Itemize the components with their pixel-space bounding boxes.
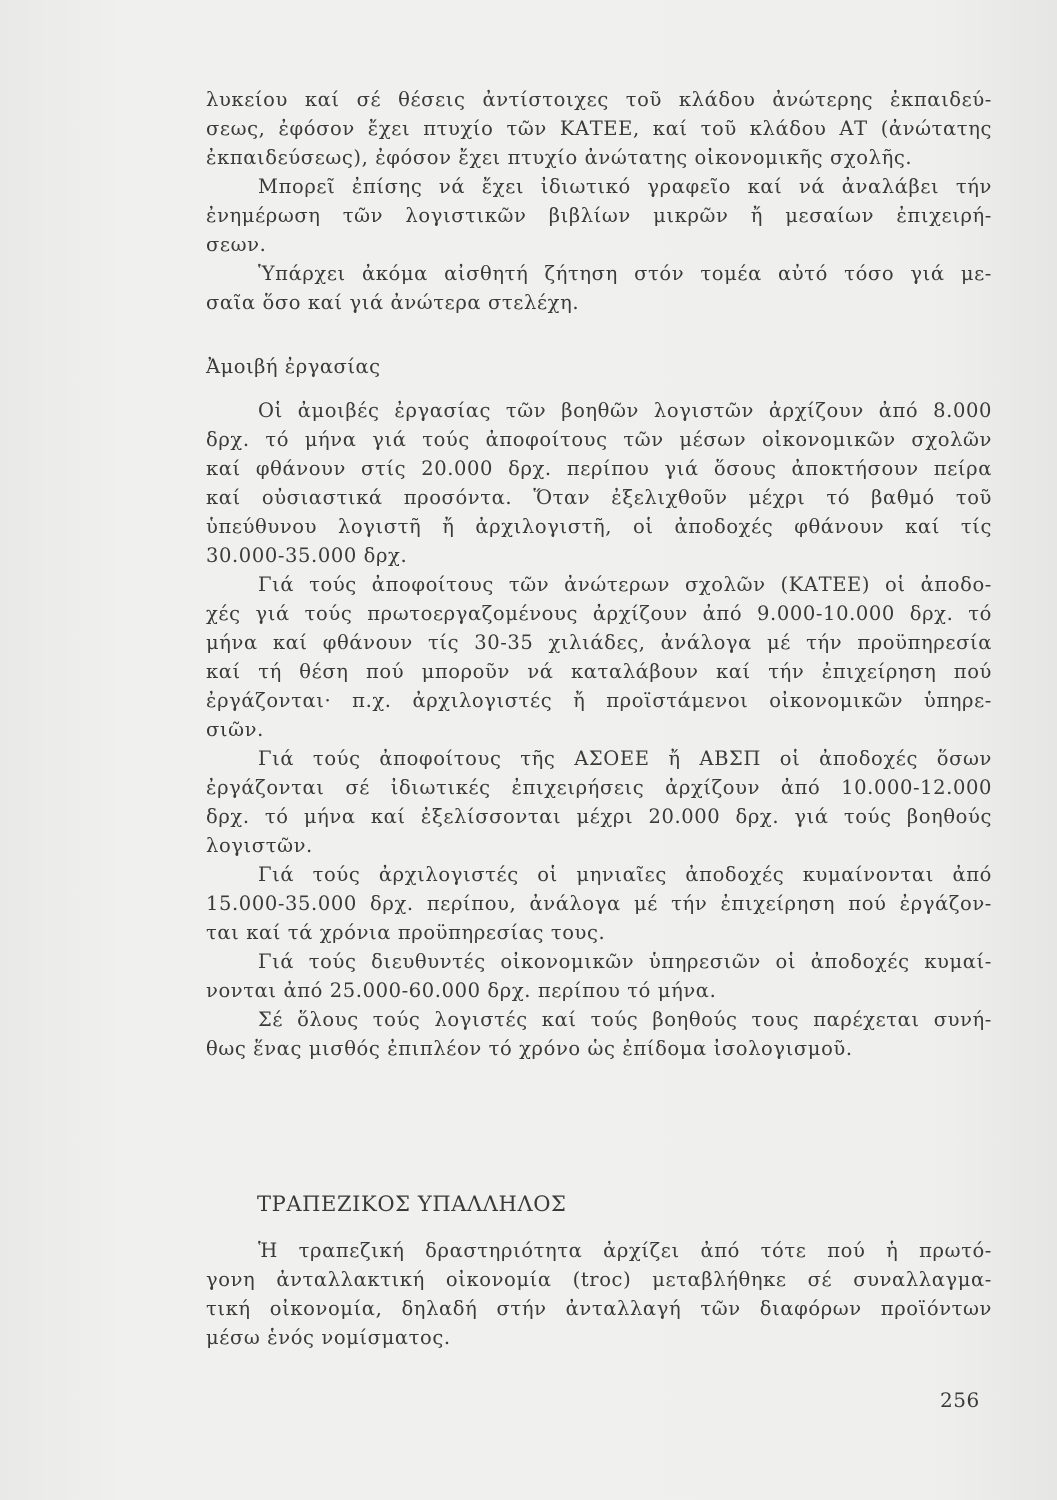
text-line: 15.000-35.000 δρχ. περίπου, ἀνάλογα μέ τήν ἐπιχείρηση πού ἐργάζον- bbox=[206, 892, 992, 915]
text-line: Σέ ὅλους τούς λογιστές καί τούς βοηθούς τους παρέχεται συνή- bbox=[258, 1008, 992, 1031]
text-line: Ἡ τραπεζική δραστηριότητα ἀρχίζει ἀπό τότε πού ἡ πρωτό- bbox=[258, 1239, 992, 1262]
text-line: χές γιά τούς πρωτοεργαζομένους ἀρχίζουν ἀπό 9.000-10.000 δρχ. τό bbox=[206, 602, 992, 625]
text-line: νονται ἀπό 25.000-60.000 δρχ. περίπου τό μήνα. bbox=[206, 979, 717, 1002]
section-heading: ΤΡΑΠΕΖΙΚΟΣ ΥΠΑΛΛΗΛΟΣ bbox=[257, 1192, 567, 1216]
text-line: γονη ἀνταλλακτική οἰκονομία (troc) μεταβλήθηκε σέ συναλλαγμα- bbox=[206, 1268, 992, 1291]
text-line: τική οἰκονομία, δηλαδή στήν ἀνταλλαγή τῶν διαφόρων προϊόντων bbox=[206, 1297, 992, 1320]
text-line: Μπορεῖ ἐπίσης νά ἔχει ἰδιωτικό γραφεῖο καί νά ἀναλάβει τήν bbox=[258, 175, 992, 198]
text-line: δρχ. τό μήνα καί ἐξελίσσονται μέχρι 20.000 δρχ. γιά τούς βοηθούς bbox=[206, 805, 992, 828]
text-line: μήνα καί φθάνουν τίς 30-35 χιλιάδες, ἀνάλογα μέ τήν προϋπηρεσία bbox=[206, 631, 992, 654]
bank-clerk-paragraph bbox=[206, 1236, 992, 1352]
text-line: ται καί τά χρόνια προϋπηρεσίας τους. bbox=[206, 921, 606, 944]
text-line: ἐργάζονται· π.χ. ἀρχιλογιστές ἤ προϊστάμενοι οἰκονομικῶν ὑπηρε- bbox=[206, 689, 992, 712]
text-line: σαῖα ὅσο καί γιά ἀνώτερα στελέχη. bbox=[206, 291, 580, 314]
text-line: Γιά τούς ἀποφοίτους τῶν ἀνώτερων σχολῶν (ΚΑΤΕΕ) οἱ ἀποδο- bbox=[258, 573, 992, 596]
text-line: Γιά τούς ἀποφοίτους τῆς ΑΣΟΕΕ ἤ ΑΒΣΠ οἱ ἀποδοχές ὅσων bbox=[258, 747, 992, 770]
text-line: Ὑπάρχει ἀκόμα αἰσθητή ζήτηση στόν τομέα αὐτό τόσο γιά με- bbox=[258, 262, 992, 285]
text-line: Γιά τούς διευθυντές οἰκονομικῶν ὑπηρεσιῶν οἱ ἀποδοχές κυμαί- bbox=[258, 950, 992, 973]
text-line: Γιά τούς ἀρχιλογιστές οἱ μηνιαῖες ἀποδοχές κυμαίνονται ἀπό bbox=[258, 863, 992, 886]
text-line: δρχ. τό μήνα γιά τούς ἀποφοίτους τῶν μέσων οἰκονομικῶν σχολῶν bbox=[206, 428, 992, 451]
text-line: σιῶν. bbox=[206, 718, 264, 741]
text-line: λογιστῶν. bbox=[206, 834, 313, 857]
remuneration-paragraphs bbox=[206, 396, 992, 1063]
text-line: ἐνημέρωση τῶν λογιστικῶν βιβλίων μικρῶν ἤ μεσαίων ἐπιχειρή- bbox=[206, 204, 992, 227]
text-line: σεως, ἐφόσον ἔχει πτυχίο τῶν ΚΑΤΕΕ, καί τοῦ κλάδου ΑΤ (ἀνώτατης bbox=[206, 117, 992, 140]
section-heading: Ἀμοιβή ἐργασίας bbox=[206, 355, 381, 378]
text-line: καί οὐσιαστικά προσόντα. Ὅταν ἐξελιχθοῦν μέχρι τό βαθμό τοῦ bbox=[206, 486, 992, 509]
text-line: σεων. bbox=[206, 233, 267, 256]
text-line: ἐργάζονται σέ ἰδιωτικές ἐπιχειρήσεις ἀρχίζουν ἀπό 10.000-12.000 bbox=[206, 776, 992, 799]
text-line: καί τή θέση πού μποροῦν νά καταλάβουν καί τήν ἐπιχείρηση πού bbox=[206, 660, 992, 683]
text-line: θως ἕνας μισθός ἐπιπλέον τό χρόνο ὡς ἐπίδομα ἰσολογισμοῦ. bbox=[206, 1037, 853, 1060]
intro-paragraphs bbox=[206, 85, 992, 317]
text-line: ὑπεύθυνου λογιστῆ ἤ ἀρχιλογιστῆ, οἱ ἀποδοχές φθάνουν καί τίς bbox=[206, 515, 992, 538]
text-line: Οἱ ἀμοιβές ἐργασίας τῶν βοηθῶν λογιστῶν ἀρχίζουν ἀπό 8.000 bbox=[258, 399, 992, 422]
text-line: ἐκπαιδεύσεως), ἐφόσον ἔχει πτυχίο ἀνώτατης οἰκονομικῆς σχολῆς. bbox=[206, 146, 913, 169]
text-line: καί φθάνουν στίς 20.000 δρχ. περίπου γιά ὅσους ἀποκτήσουν πείρα bbox=[206, 457, 992, 480]
text-line: λυκείου καί σέ θέσεις ἀντίστοιχες τοῦ κλάδου ἀνώτερης ἐκπαιδεύ- bbox=[206, 88, 992, 111]
text-line: 30.000-35.000 δρχ. bbox=[206, 544, 408, 567]
text-line: μέσω ἑνός νομίσματος. bbox=[206, 1326, 451, 1349]
page-number: 256 bbox=[940, 1388, 980, 1412]
